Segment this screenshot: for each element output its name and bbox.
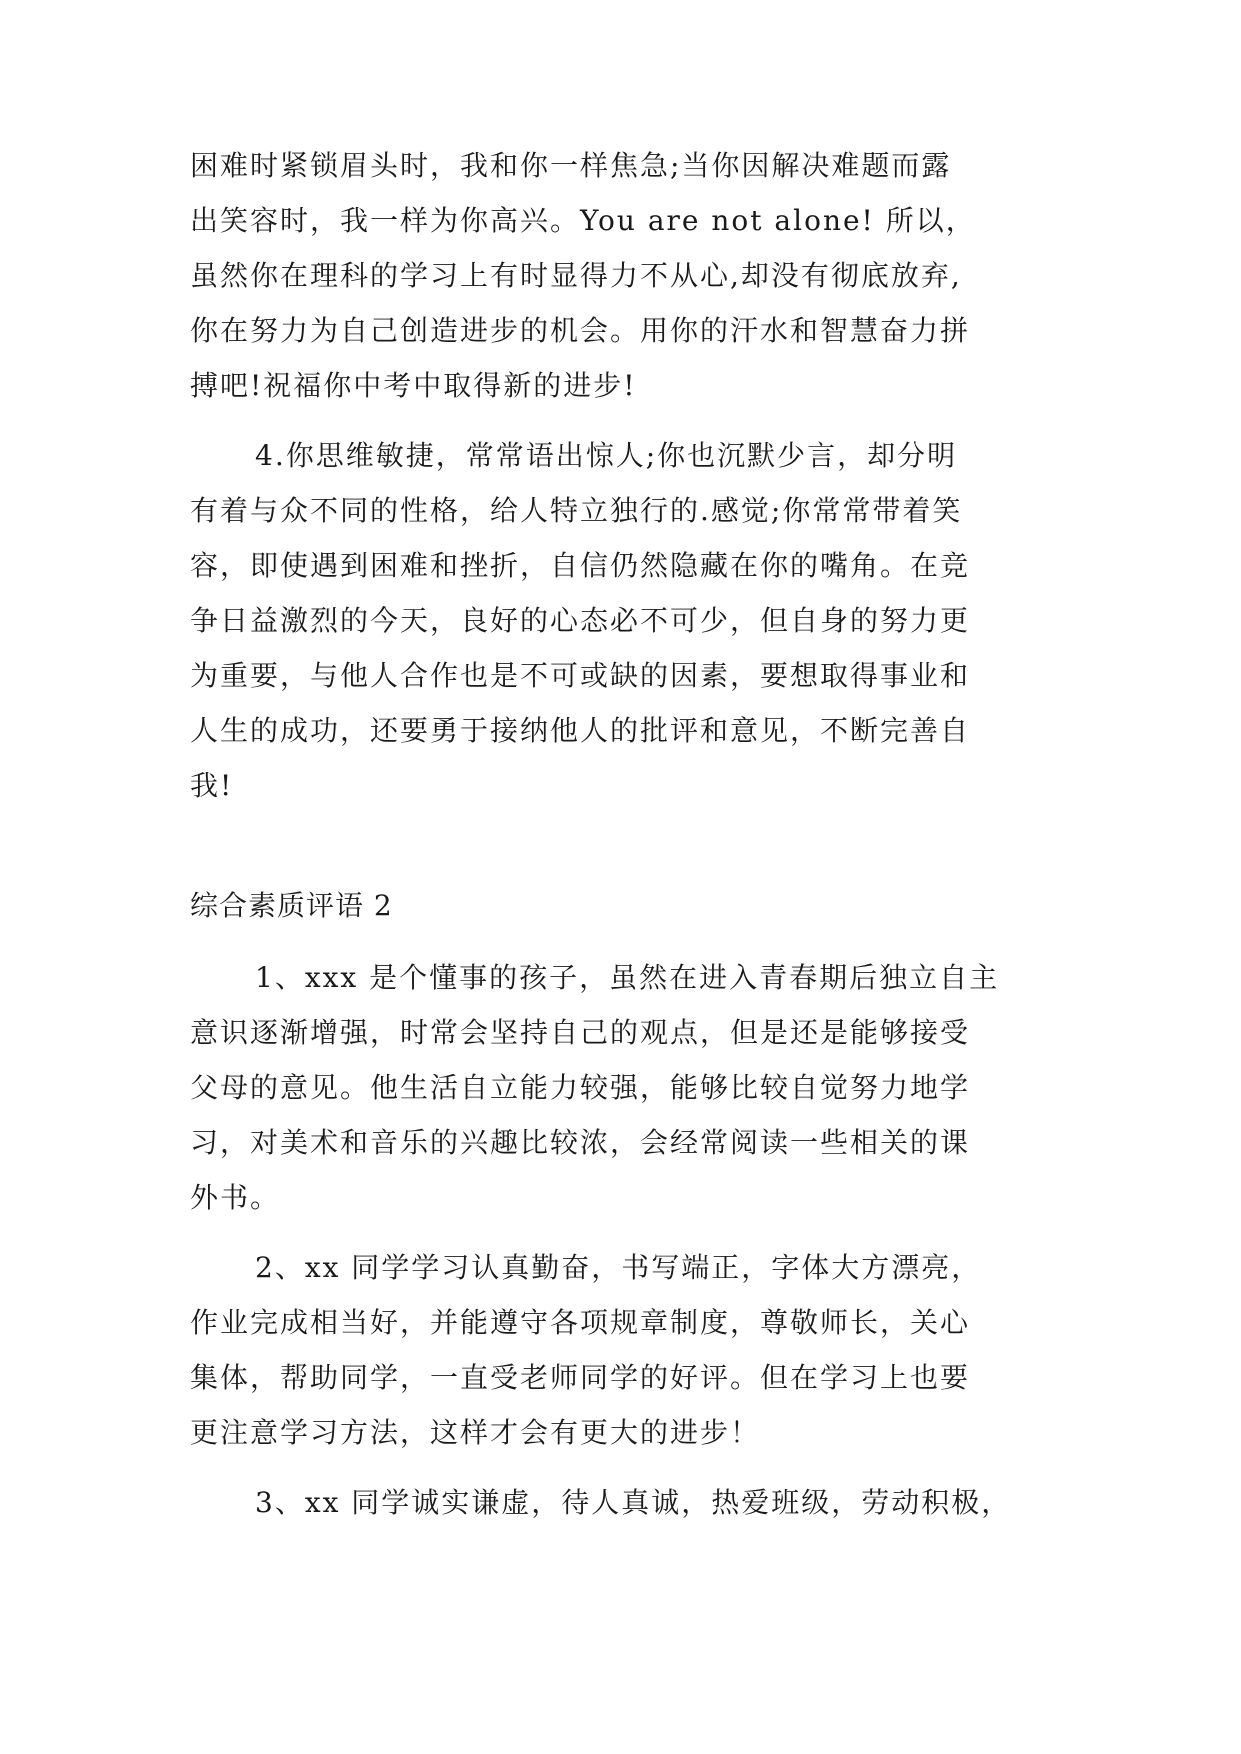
text-line: 困难时紧锁眉头时，我和你一样焦急;当你因解决难题而露 (190, 149, 952, 182)
text-line: 人生的成功，还要勇于接纳他人的批评和意见，不断完善自 (190, 714, 971, 747)
text-line: 出笑容时，我一样为你高兴。You are not alone! 所以， (190, 204, 976, 237)
text-line: 集体，帮助同学，一直受老师同学的好评。但在学习上也要 (190, 1361, 971, 1394)
text-line: 意识逐渐增强，时常会坚持自己的观点，但是还是能够接受 (190, 1016, 971, 1049)
text-line: 虽然你在理科的学习上有时显得力不从心,却没有彻底放弃, (190, 259, 962, 292)
text-line: 习，对美术和音乐的兴趣比较浓，会经常阅读一些相关的课 (190, 1126, 971, 1159)
text-line: 1、xxx 是个懂事的孩子，虽然在进入青春期后独立自主 (255, 961, 1000, 994)
text-line: 搏吧!祝福你中考中取得新的进步! (190, 369, 637, 402)
text-line: 外书。 (190, 1181, 281, 1214)
text-line: 有着与众不同的性格，给人特立独行的.感觉;你常常带着笑 (190, 494, 963, 527)
text-line: 为重要，与他人合作也是不可或缺的因素，要想取得事业和 (190, 659, 971, 692)
section-title: 综合素质评语 2 (190, 889, 393, 922)
text-line: 争日益激烈的今天，良好的心态必不可少，但自身的努力更 (190, 604, 971, 637)
text-line: 作业完成相当好，并能遵守各项规章制度，尊敬师长，关心 (190, 1306, 971, 1339)
text-line: 4.你思维敏捷，常常语出惊人;你也沉默少言，却分明 (255, 439, 958, 472)
text-line: 你在努力为自己创造进步的机会。用你的汗水和智慧奋力拼 (190, 314, 971, 347)
text-line: 容，即使遇到困难和挫折，自信仍然隐藏在你的嘴角。在竞 (190, 549, 971, 582)
text-line: 父母的意见。他生活自立能力较强，能够比较自觉努力地学 (190, 1071, 971, 1104)
text-line: 2、xx 同学学习认真勤奋，书写端正，字体大方漂亮， (255, 1251, 982, 1284)
text-line: 更注意学习方法，这样才会有更大的进步！ (190, 1416, 761, 1449)
text-line: 3、xx 同学诚实谦虚，待人真诚，热爱班级，劳动积极， (255, 1486, 1012, 1519)
text-line: 我! (190, 769, 234, 802)
